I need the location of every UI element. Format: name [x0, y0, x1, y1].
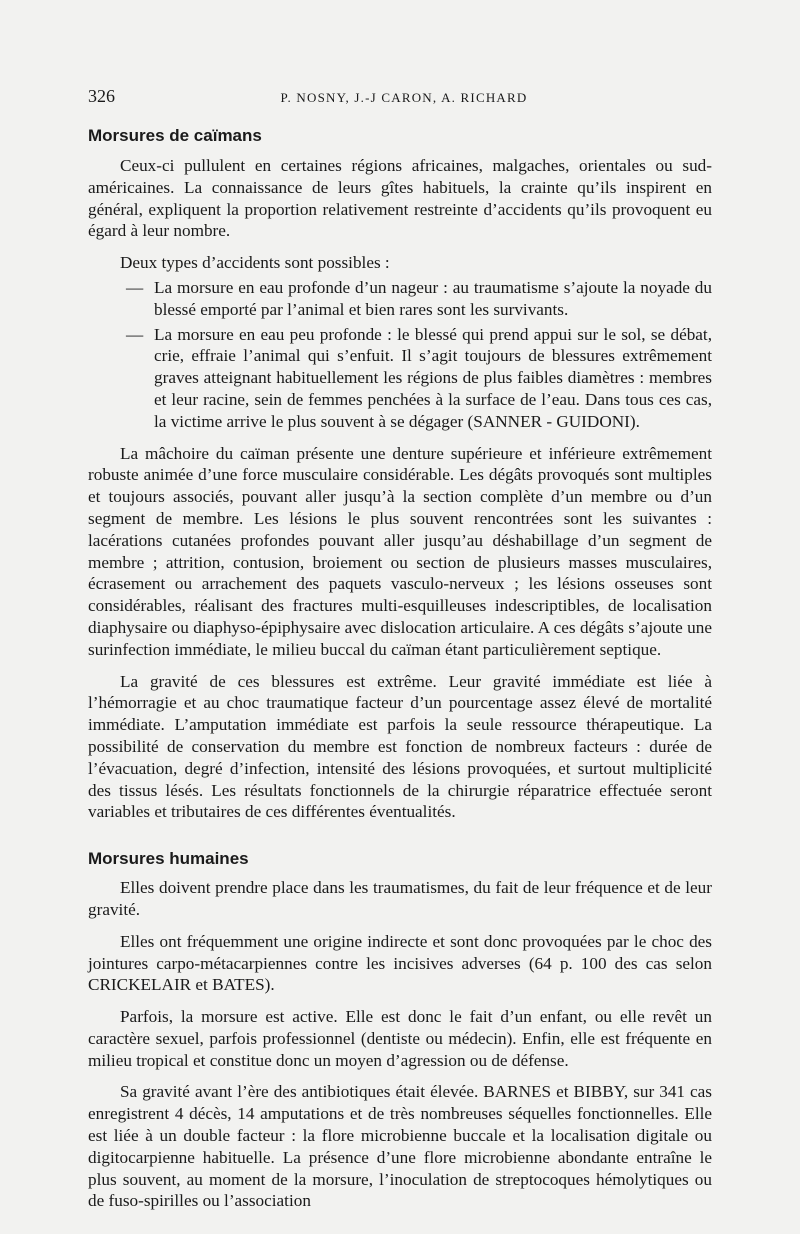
- list-item: [88, 324, 712, 433]
- paragraph: Ceux-ci pullulent en certaines régions africaines, malgaches, orientales ou sud-américaines. La connaissance de leurs gîtes habituels, la crainte qu’ils inspirent en général, expliquent la proportion relativement restreinte d’accidents qu’ils provoquent eu égard à leur nombre.: [88, 156, 712, 241]
- section-title-caimans: Morsures de caïmans: [88, 126, 262, 145]
- accident-types-list: [88, 277, 712, 433]
- paragraph: Parfois, la morsure est active. Elle est donc le fait d’un enfant, ou elle revêt un caractère sexuel, parfois professionnel (dentiste ou médecin). Enfin, elle est fréquente en milieu tropical et constitue donc un moyen d’agression ou de défense.: [88, 1007, 712, 1070]
- list-item-text: La morsure en eau profonde d’un nageur : au traumatisme s’ajoute la noyade du blessé emporté par l’animal et bien rares sont les survivants.: [154, 277, 712, 319]
- paragraph: Deux types d’accidents sont possibles :: [120, 253, 390, 273]
- section-title-humaines: Morsures humaines: [88, 849, 249, 869]
- running-head: P. NOSNY, J.-J CARON, A. RICHARD: [280, 90, 528, 105]
- list-dash: —: [126, 324, 144, 344]
- paragraph: Elles doivent prendre place dans les traumatismes, du fait de leur fréquence et de leur gravité.: [88, 878, 712, 919]
- paragraph: La mâchoire du caïman présente une denture supérieure et inférieure extrêmement robuste animée d’une force musculaire considérable. Les dégâts provoqués sont multiples et toujours associés, pouvant aller jusqu’à la section complète d’un membre ou d’un segment de membre. Les lésions le plus souvent rencontrées sont les suivantes : lacérations cutanées profondes pouvant aller jusqu’au déshabillage d’un segment de membre ; attrition, contusion, broiement ou section de plusieurs masses musculaires, écrasement ou arrachement des paquets vasculo-nerveux ; les lésions osseuses sont considérables, réalisant des fractures multi-esquilleuses indescriptibles, de localisation diaphysaire ou diaphyso-épiphysaire avec dislocation articulaire. A ces dégâts s’ajoute une surinfection immédiate, le milieu buccal du caïman étant particulièrement septique.: [88, 443, 712, 659]
- page-header: [88, 86, 720, 110]
- page-body: [88, 124, 712, 1212]
- list-item: [88, 277, 712, 321]
- list-dash: —: [126, 277, 144, 297]
- paragraph: La gravité de ces blessures est extrême. Leur gravité immédiate est liée à l’hémorragie et au choc traumatique facteur d’un pourcentage assez élevé de mortalité immédiate. L’amputation immédiate est parfois la seule ressource thérapeutique. La possibilité de conservation du membre est fonction de nombreux facteurs : durée de l’évacuation, degré d’infection, intensité des lésions provoquées, et surtout multiplicité des tissus lésés. Les résultats fonctionnels de la chirurgie réparatrice effectuée seront variables et tributaires de ces différentes éventualités.: [88, 671, 712, 822]
- paragraph: Sa gravité avant l’ère des antibiotiques était élevée. BARNES et BIBBY, sur 341 cas enregistrent 4 décès, 14 amputations et de très nombreuses séquelles fonctionnelles. Elle est liée à un double facteur : la flore microbienne buccale et la localisation digitale ou digitocarpienne habituelle. La présence d’une flore microbienne abondante entraîne le plus souvent, au moment de la morsure, l’inoculation de streptocoques hémolytiques ou de fuso-spirilles ou l’association: [88, 1082, 712, 1211]
- paragraph: Elles ont fréquemment une origine indirecte et sont donc provoquées par le choc des jointures carpo-métacarpiennes contre les incisives adverses (64 p. 100 des cas selon CRICKELAIR et BATES).: [88, 931, 712, 995]
- list-item-text: La morsure en eau peu profonde : le blessé qui prend appui sur le sol, se débat, crie, effraie l’animal qui s’enfuit. Il s’agit toujours de blessures extrêmement graves atteignant habituellement les régions de plus faibles diamètres : membres et leur racine, sein de femmes penchées à la surface de l’eau. Dans tous ces cas, la victime arrive le plus souvent à se dégager (SANNER - GUIDONI).: [154, 324, 712, 431]
- page-number: 326: [88, 86, 115, 106]
